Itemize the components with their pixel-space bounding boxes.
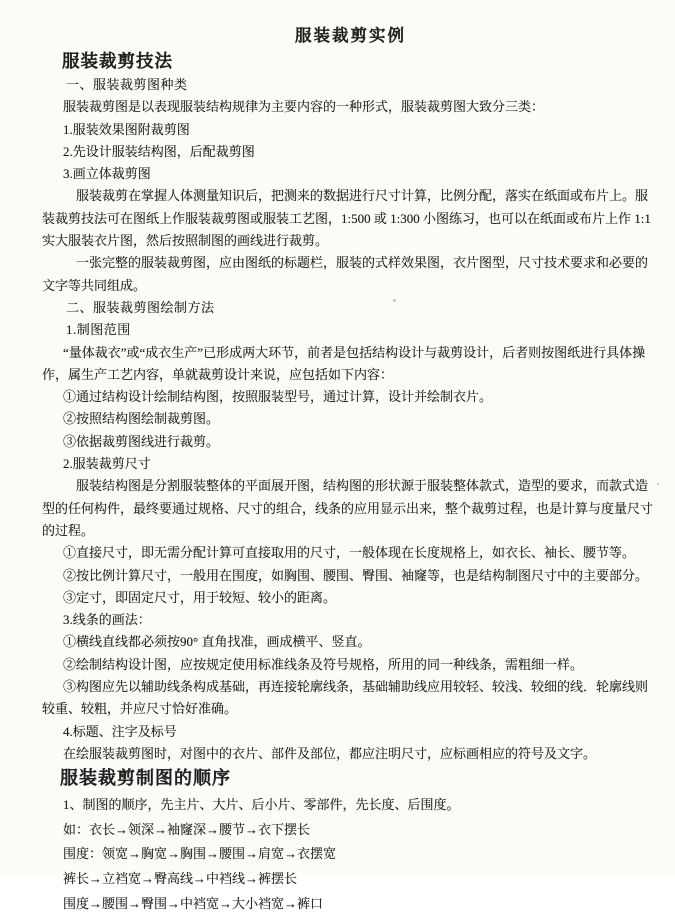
section-heading-order: 服装裁剪制图的顺序: [60, 768, 231, 789]
line-rule-2: ②绘制结构设计图，应按规定使用标准线条及符号规格，所用的同一种线条，需粗细一样。: [63, 656, 584, 672]
paragraph-measuring: 服装裁剪在掌握人体测量知识后，把测来的数据进行尺寸计算，比例分配，落实在纸面或布片上。服装裁剪技法可在图纸上作服装裁剪图或服装工艺图，1:500 或 1:300 小图练习，也可以在纸面或布片上作 1:1 实大服装衣片图，然后按照制图的画线进行裁剪。: [42, 188, 651, 249]
page-title: 服装裁剪实例: [295, 26, 406, 45]
size-item-3: ③定寸，即固定尺寸，用于较短、较小的距离。: [63, 589, 337, 605]
step-item-1: ①通过结构设计绘制结构图，按照服装型号，通过计算，设计并绘制衣片。: [63, 389, 493, 405]
sequence-length: 如：衣长→领深→袖窿深→腰节→衣下摆长: [63, 821, 311, 837]
step-item-3: ③依据裁剪图线进行裁剪。: [63, 433, 220, 449]
paragraph-annotation: 在绘服装裁剪图时，对图中的衣片、部件及部位，都应注明尺寸，应标画相应的符号及文字。: [63, 745, 597, 761]
point-drawing-scope: 1.制图范围: [66, 322, 131, 338]
section-heading-techniques: 服装裁剪技法: [62, 51, 173, 71]
order-rule: 1、制图的顺序，先主片、大片、后小片、零部件，先长度、后围度。: [63, 796, 460, 812]
sequence-trouser-length: 裤长→立裆宽→臀高线→中裆线→裤摆长: [63, 871, 298, 887]
type-item-3: 3.画立体裁剪图: [63, 166, 151, 182]
size-item-1: ①直接尺寸，即无需分配计算可直接取用的尺寸，一般体现在长度规格上，如衣长、袖长、腰节等。: [63, 545, 636, 561]
drawing-order-list: [42, 794, 659, 915]
size-item-2: ②按比例计算尺寸，一般用在围度，如胸围、腰围、臀围、袖窿等，也是结构制图尺寸中的主要部分。: [63, 567, 649, 583]
type-item-1: 1.服装效果图附裁剪图: [63, 121, 190, 137]
paragraph-scope: “量体裁衣”或“成衣生产”已形成两大环节，前者是包括结构设计与裁剪设计，后者则按图纸进行具体操作，属生产工艺内容，单就裁剪设计来说，应包括如下内容：: [42, 344, 646, 382]
sequence-girth-trouser: 围度→腰围→臀围→中裆宽→大小裆宽→裤口: [63, 895, 324, 911]
step-item-2: ②按照结构图绘制裁剪图。: [63, 411, 220, 427]
paragraph-structure-drawing: 服装结构图是分割服装整体的平面展开图，结构图的形状源于服装整体款式，造型的要求，而款式造型的任何构件，最终要通过规格、尺寸的组合，线条的应用显示出来，整个裁剪过程，也是计算与度量尺寸的过程。: [42, 478, 654, 538]
scan-artifact-speck: [393, 299, 396, 302]
type-item-2: 2.先设计服装结构图，后配裁剪图: [63, 143, 255, 159]
paragraph-complete-drawing: 一张完整的服装裁剪图，应由图纸的标题栏，服装的式样效果图，衣片图型，尺寸技术要求和必要的文字等共同组成。: [42, 255, 649, 293]
point-line-drawing: 3.线条的画法：: [63, 612, 151, 628]
subsection-1-types: 一、服装裁剪图种类: [66, 77, 188, 92]
subsection-2-drawing-method: 二、服装裁剪图绘制方法: [66, 299, 215, 315]
point-title-notes: 4.标题、注字及标号: [63, 723, 177, 739]
intro-line: 服装裁剪图是以表现服装结构规律为主要内容的一种形式，服装裁剪图大致分三类：: [63, 99, 545, 115]
line-rule-3: ③构图应先以辅助线条构成基础，再连接轮廓线条，基础辅助线应用较轻、较浅、较细的线．轮廓线则较重、较粗，并应尺寸恰好准确。: [42, 679, 649, 717]
line-rule-1: ①横线直线都必须按90° 直角找准，画成横平、竖直。: [63, 634, 371, 650]
sequence-girth-top: 围度：领宽→胸宽→胸围→腰围→肩宽→衣摆宽: [63, 846, 337, 862]
scan-artifact-tick: ʹ: [657, 481, 660, 493]
point-cutting-size: 2.服装裁剪尺寸: [63, 456, 151, 472]
